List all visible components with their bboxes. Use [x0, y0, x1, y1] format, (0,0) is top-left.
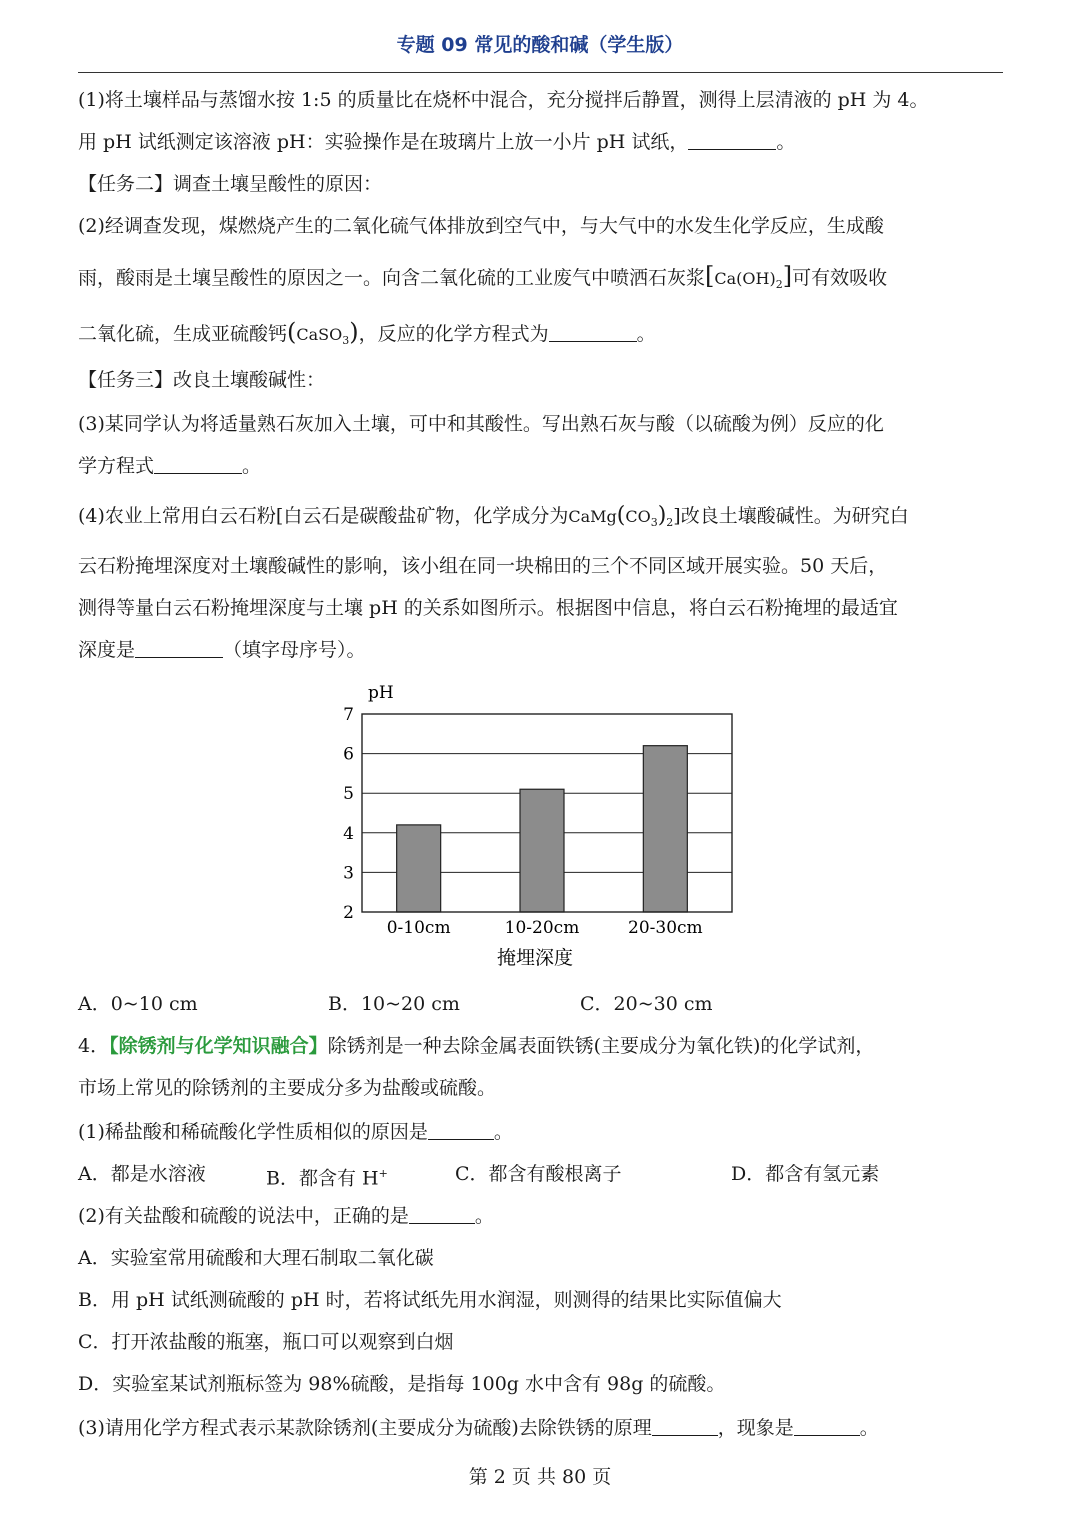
q1-line2 [78, 128, 795, 156]
p4-s1-end: 。 [493, 1121, 513, 1143]
formula-co: CO [625, 507, 651, 526]
chart-y-ticks [343, 705, 354, 923]
q4-answer-blank[interactable] [135, 639, 223, 658]
q4-line4-end: （填字母序号）。 [223, 639, 366, 661]
y-tick-label: 7 [343, 705, 354, 725]
p4-s2-option-a[interactable]: A．实验室常用硫酸和大理石制取二氧化碳 [78, 1247, 434, 1269]
p4-s1-option-a[interactable]: A．都是水溶液 [78, 1163, 206, 1185]
q3-line1: (3)某同学认为将适量熟石灰加入土壤，可中和其酸性。写出熟石灰与酸（以硫酸为例）反应的化 [78, 413, 884, 435]
q4-line1-end: ]改良土壤酸碱性。为研究白 [673, 505, 909, 527]
q3-line2-end: 。 [242, 455, 262, 477]
p4-s1-option-b[interactable] [266, 1160, 388, 1192]
q4-option-b[interactable]: B．10~20 cm [328, 993, 460, 1015]
y-tick-label: 4 [343, 823, 354, 844]
p4-number: 4． [78, 1035, 110, 1057]
bar-10-20cm [520, 789, 564, 912]
p4-s1-option-c[interactable]: C．都含有酸根离子 [455, 1163, 622, 1185]
p4-s3-mid: ，现象是 [717, 1417, 794, 1439]
q1-answer-blank[interactable] [688, 131, 776, 150]
p4-s3-end: 。 [859, 1417, 879, 1439]
p4-s2 [78, 1202, 494, 1230]
q2-line2-end: 可有效吸收 [792, 267, 888, 289]
bar-chart-svg [320, 682, 760, 972]
paren-left: ( [287, 318, 297, 346]
formula-caoh2-sub: 2 [775, 278, 783, 292]
y-tick-label: 5 [343, 784, 354, 805]
y-tick-label: 2 [343, 903, 354, 923]
formula-caso3-main: CaSO [296, 325, 343, 344]
formula-co-sub: 3 [650, 516, 658, 530]
q2-line3-text: 二氧化硫，生成亚硫酸钙 [78, 323, 288, 345]
x-tick-label: 0-10cm [386, 918, 451, 938]
formula-caso3 [296, 325, 350, 348]
p4-s2-option-d[interactable]: D．实验室某试剂瓶标签为 98%硫酸，是指每 100g 水中含有 98g 的硫酸。 [78, 1373, 726, 1395]
q4-line1 [78, 502, 909, 537]
task2-heading: 【任务二】调查土壤呈酸性的原因： [78, 173, 383, 195]
p4-s1-option-b-text: B．都含有 H [266, 1167, 379, 1190]
q2-answer-blank[interactable] [549, 323, 637, 342]
p4-s3-answer-blank-1[interactable] [652, 1417, 718, 1436]
x-tick-label: 10-20cm [504, 918, 580, 938]
y-tick-label: 6 [343, 744, 354, 765]
q2-line3-mid: ，反应的化学方程式为 [358, 323, 549, 345]
q1-line1: (1)将土壤样品与蒸馏水按 1:5 的质量比在烧杯中混合，充分搅拌后静置，测得上层清液的 pH 为 4。 [78, 89, 929, 111]
chart-x-ticks [387, 918, 703, 938]
formula-caso3-sub: 3 [342, 334, 350, 348]
formula-caoh2 [714, 269, 783, 292]
q4-line2: 云石粉掩埋深度对土壤酸碱性的影响，该小组在同一块棉田的三个不同区域开展实验。50 天后， [78, 555, 888, 577]
q3-answer-blank[interactable] [154, 455, 242, 474]
page-header-title: 专题 09 常见的酸和碱（学生版） [396, 34, 684, 56]
q4-option-c[interactable]: C．20~30 cm [580, 993, 713, 1015]
p4-s3-answer-blank-2[interactable] [794, 1417, 860, 1436]
p4-s1-option-d[interactable]: D．都含有氢元素 [731, 1163, 880, 1185]
q3-line2-text: 学方程式 [78, 455, 155, 477]
bracket-left: [ [705, 262, 715, 290]
formula-camg: CaMg [568, 507, 617, 526]
q4-line4 [78, 636, 366, 664]
bar-0-10cm [397, 825, 441, 912]
formula-outer-sub: 2 [666, 516, 674, 530]
q1-line2-text: 用 pH 试纸测定该溶液 pH：实验操作是在玻璃片上放一小片 pH 试纸， [78, 131, 689, 153]
formula-camgco32: $CaMg(CO_3)_2$ [568, 503, 674, 530]
q4-option-a[interactable]: A．0~10 cm [78, 993, 198, 1015]
q4-line1-text: (4)农业上常用白云石粉[白云石是碳酸盐矿物，化学成分为 [78, 505, 569, 527]
p4-s2-option-c[interactable]: C．打开浓盐酸的瓶塞，瓶口可以观察到白烟 [78, 1331, 454, 1353]
p4-s1-answer-blank[interactable] [428, 1121, 494, 1140]
q4-line3: 测得等量白云石粉掩埋深度与土壤 pH 的关系如图所示。根据图中信息，将白云石粉掩埋的最适宜 [78, 597, 898, 619]
p4-topic-tag: 【除锈剂与化学知识融合】 [109, 1035, 328, 1057]
x-tick-label: 20-30cm [628, 918, 703, 938]
p4-s2-text: (2)有关盐酸和硫酸的说法中，正确的是 [78, 1205, 409, 1227]
p4-line2: 市场上常见的除锈剂的主要成分多为盐酸或硫酸。 [78, 1077, 497, 1099]
chart-bars [397, 746, 688, 912]
p4-line1 [78, 1032, 874, 1060]
p4-s1 [78, 1118, 513, 1146]
p4-s2-answer-blank[interactable] [409, 1205, 475, 1224]
header-divider [78, 72, 1003, 73]
page-footer: 第 2 页 共 80 页 [468, 1466, 612, 1488]
p4-line1-text: 除锈剂是一种去除金属表面铁锈(主要成分为氧化铁)的化学试剂， [327, 1035, 875, 1057]
paren-right: ) [349, 318, 359, 346]
p4-s1-text: (1)稀盐酸和稀硫酸化学性质相似的原因是 [78, 1121, 428, 1143]
y-axis-label: pH [368, 683, 394, 703]
p4-s1-option-b-sup: + [378, 1167, 388, 1180]
q4-line4-text: 深度是 [78, 639, 136, 661]
x-axis-label: 掩埋深度 [496, 947, 574, 969]
p4-s2-option-b[interactable]: B．用 pH 试纸测硫酸的 pH 时，若将试纸先用水润湿，则测得的结果比实际值偏大 [78, 1289, 782, 1311]
q2-line1: (2)经调查发现，煤燃烧产生的二氧化硫气体排放到空气中，与大气中的水发生化学反应，生成酸 [78, 215, 884, 237]
p4-s3-text: (3)请用化学方程式表示某款除锈剂(主要成分为硫酸)去除铁锈的原理 [78, 1417, 652, 1439]
task3-heading: 【任务三】改良土壤酸碱性： [78, 369, 326, 391]
q2-line2 [78, 262, 887, 299]
q1-line2-end: 。 [776, 131, 796, 153]
bracket-right: ] [782, 262, 793, 290]
p4-s3 [78, 1414, 879, 1442]
q2-line2-text: 雨，酸雨是土壤呈酸性的原因之一。向含二氧化硫的工业废气中喷洒石灰浆 [78, 267, 706, 289]
formula-caoh2-main: Ca(OH) [714, 269, 776, 288]
bar-20-30cm [643, 746, 687, 912]
q2-line3-end: 。 [636, 323, 656, 345]
q3-line2 [78, 452, 261, 480]
y-tick-label: 3 [343, 863, 354, 884]
p4-s2-end: 。 [474, 1205, 494, 1227]
q2-line3 [78, 318, 656, 355]
ph-depth-chart [320, 682, 760, 972]
